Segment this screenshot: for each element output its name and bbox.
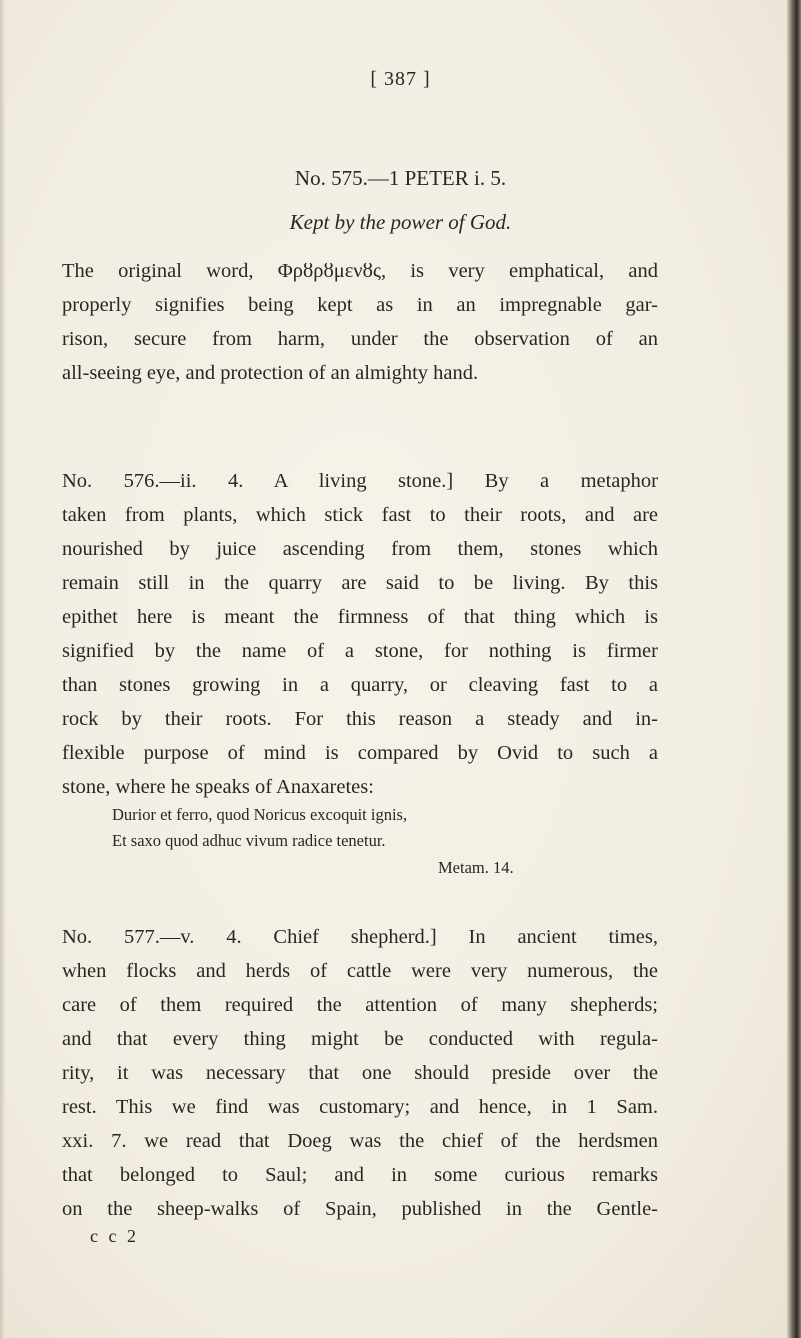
text-line: remain still in the quarry are said to be living. By this bbox=[62, 572, 658, 594]
text-line: nourished by juice ascending from them, stones which bbox=[62, 538, 658, 560]
section-575-heading: No. 575.—1 PETER i. 5. bbox=[294, 166, 507, 190]
text-line: rity, it was necessary that one should preside over the bbox=[62, 1062, 658, 1084]
text-line: flexible purpose of mind is compared by Ovid to such a bbox=[62, 742, 658, 764]
section-577-body bbox=[62, 920, 658, 1226]
text-line: rock by their roots. For this reason a steady and in- bbox=[62, 708, 658, 730]
section-575-body bbox=[62, 254, 658, 390]
text-line: properly signifies being kept as in an impregnable gar- bbox=[62, 294, 658, 316]
section-575-subheading: Kept by the power of God. bbox=[289, 210, 512, 234]
text-line: No. 577.—v. 4. Chief shepherd.] In ancient times, bbox=[62, 926, 658, 948]
text-line: epithet here is meant the firmness of that thing which is bbox=[62, 606, 658, 628]
text-line: signified by the name of a stone, for nothing is firmer bbox=[62, 640, 658, 662]
text-line: stone, where he speaks of Anaxaretes: bbox=[62, 776, 374, 798]
text-line: taken from plants, which stick fast to their roots, and are bbox=[62, 504, 658, 526]
text-line: when flocks and herds of cattle were very numerous, the bbox=[62, 960, 658, 982]
ovid-quote bbox=[112, 802, 407, 854]
quote-line: Durior et ferro, quod Noricus excoquit ignis, bbox=[112, 805, 408, 824]
text-line: rison, secure from harm, under the observation of an bbox=[62, 328, 658, 350]
text-line: xxi. 7. we read that Doeg was the chief of the herdsmen bbox=[62, 1130, 658, 1152]
page-left-edge bbox=[0, 0, 6, 1338]
text-line: all-seeing eye, and protection of an almighty hand. bbox=[62, 362, 479, 384]
text-line: care of them required the attention of many shepherds; bbox=[62, 994, 658, 1016]
section-576-body bbox=[62, 464, 658, 804]
quote-line: Et saxo quod adhuc vivum radice tenetur. bbox=[112, 831, 386, 850]
text-line: and that every thing might be conducted with regula- bbox=[62, 1028, 658, 1050]
text-line: that belonged to Saul; and in some curious remarks bbox=[62, 1164, 658, 1186]
text-line: rest. This we find was customary; and hence, in 1 Sam. bbox=[62, 1096, 658, 1118]
text-line: No. 576.—ii. 4. A living stone.] By a metaphor bbox=[62, 470, 658, 492]
text-line: on the sheep-walks of Spain, published in the Gentle- bbox=[62, 1198, 658, 1220]
text-line: than stones growing in a quarry, or cleaving fast to a bbox=[62, 674, 658, 696]
page-folio: [ 387 ] bbox=[370, 68, 431, 90]
signature-mark: c c 2 bbox=[90, 1226, 139, 1246]
page-binding-edge bbox=[787, 0, 801, 1338]
text-line: The original word, Φρȣρȣμενȣς, is very emphatical, and bbox=[62, 260, 658, 282]
quote-reference: Metam. 14. bbox=[438, 858, 514, 877]
